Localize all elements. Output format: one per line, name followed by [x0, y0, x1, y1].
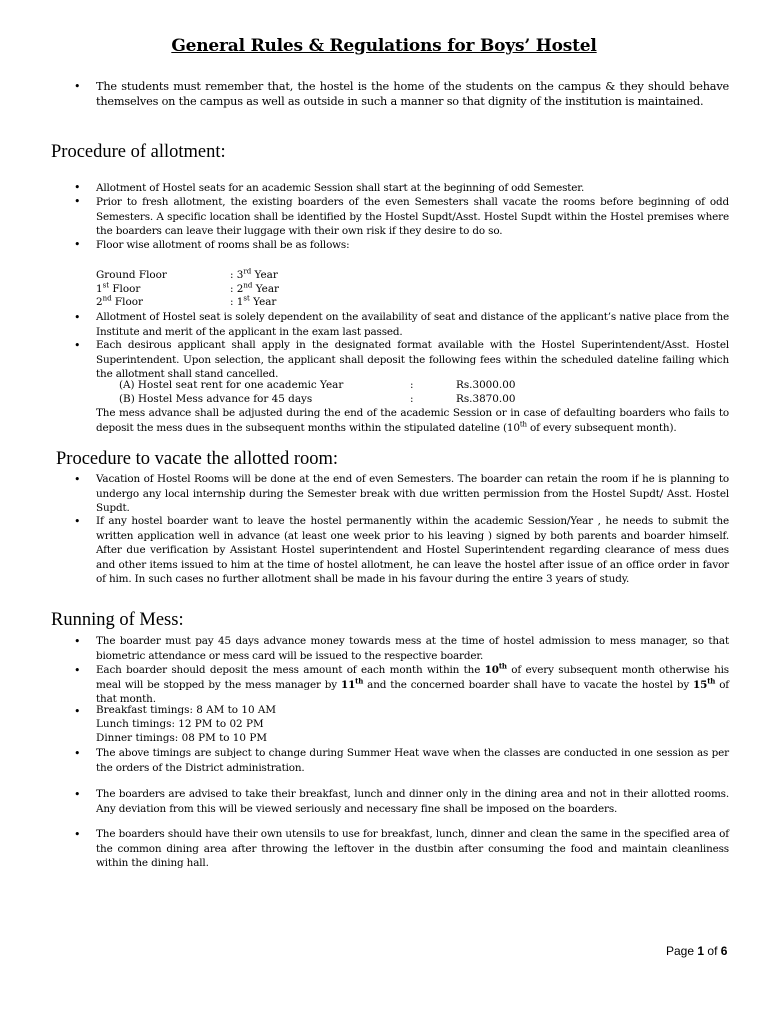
- intro-paragraph: The students must remember that, the hostel is the home of the students on the campus & they should behave themselves on the campus as well as outside in such a manner so that dignity of the institution is maintained.: [96, 80, 729, 108]
- vacate-rule-2: If any hostel boarder want to leave the hostel permanently within the academic Session/Year , he needs to submit the written application well in advance (at least one week prior to his leaving ) signed by both parents and boarder himself. After due verification by Assistant Hostel superintendent and Hostel Superintendent regarding clearance of mess dues and other items issued to him at the time of hostel allotment, he can leave the hostel after issue of an office order in favor of him. In such cases no further allotment shall be made in his favour during the entire 3 years of study.: [96, 515, 729, 585]
- allotment-heading: Procedure of allotment:: [51, 142, 226, 162]
- floor-row: [96, 296, 496, 310]
- allotment-rule-4: Allotment of Hostel seat is solely dependent on the availability of seat and distance of the applicant’s native place from the Institute and merit of the applicant in the exam last passed.: [96, 311, 729, 338]
- lunch-timing: Lunch timings: 12 PM to 02 PM: [96, 718, 264, 730]
- fee-amount: Rs.3000.00: [456, 379, 516, 391]
- fee-item: (B) Hostel Mess advance for 45 days: [119, 393, 313, 405]
- bullet-icon: •: [74, 515, 81, 528]
- bullet-icon: •: [74, 195, 81, 208]
- mess-rule-5: The boarders are advised to take their breakfast, lunch and dinner only in the dining area and not in their allotted rooms. Any deviation from this will be viewed seriously and necessary fine shall be imposed on the boarders.: [96, 788, 729, 815]
- floor-row: [96, 283, 496, 297]
- floor-row: [96, 269, 496, 283]
- page-number: Page 1 of 6: [666, 944, 728, 958]
- bullet-icon: •: [74, 238, 81, 251]
- bullet-icon: •: [74, 473, 81, 486]
- floor-name: 1st Floor: [96, 281, 141, 295]
- mess-rule-2: Each boarder should deposit the mess amount of each month within the 10th of every subsequent month otherwise his meal will be stopped by the mess manager by 11th and the concerned boarder shall have to vacate the hostel by 15th of that month.: [96, 661, 729, 705]
- mess-advance-note: The mess advance shall be adjusted during the end of the academic Session or in case of defaulting boarders who fails to deposit the mess dues in the subsequent months within the stipulated dateline (10th of every subsequent month).: [96, 407, 729, 434]
- bullet-icon: •: [74, 635, 81, 648]
- allotment-rule-2: Prior to fresh allotment, the existing boarders of the even Semesters shall vacate the rooms before beginning of odd Semesters. A specific location shall be identified by the Hostel Supdt/Asst. Hostel Supdt within the Hostel premises where the boarders can leave their luggage with their own risk if they desire to do so.: [96, 196, 729, 237]
- bullet-icon: •: [74, 181, 81, 194]
- bullet-icon: •: [74, 80, 81, 93]
- bullet-icon: •: [74, 828, 81, 841]
- mess-rule-4: The above timings are subject to change during Summer Heat wave when the classes are conducted in one session as per the orders of the District administration.: [96, 747, 729, 774]
- allotment-rule-3: Floor wise allotment of rooms shall be as follows:: [96, 239, 350, 251]
- mess-rule-1: The boarder must pay 45 days advance money towards mess at the time of hostel admission to mess manager, so that biometric attendance or mess card will be issued to the respective boarder.: [96, 635, 729, 662]
- floor-year: : 3rd Year: [230, 267, 278, 281]
- page-title: General Rules & Regulations for Boys’ Hostel: [171, 36, 597, 56]
- bullet-icon: •: [74, 747, 81, 760]
- dinner-timing: Dinner timings: 08 PM to 10 PM: [96, 732, 267, 744]
- floor-name: 2nd Floor: [96, 294, 143, 308]
- allotment-rule-5: Each desirous applicant shall apply in the designated format available with the Hostel Superintendent/Asst. Hostel Superintendent. Upon selection, the applicant shall deposit the following fees within the scheduled dateline failing which the allotment shall stand cancelled.: [96, 339, 729, 380]
- vacate-heading: Procedure to vacate the allotted room:: [56, 449, 339, 469]
- bullet-icon: •: [74, 311, 81, 324]
- bullet-icon: •: [74, 339, 81, 352]
- vacate-rule-1: Vacation of Hostel Rooms will be done at the end of even Semesters. The boarder can retain the room if he is planning to undergo any local internship during the Semester break with due written permission from the Hostel Supdt/ Asst. Hostel Supdt.: [96, 473, 729, 514]
- fee-amount: Rs.3870.00: [456, 393, 516, 405]
- fee-row: (A) Hostel seat rent for one academic Year : Rs.3000.00: [119, 379, 516, 391]
- allotment-rule-1: Allotment of Hostel seats for an academic Session shall start at the beginning of odd Semester.: [96, 182, 585, 194]
- fee-item: (A) Hostel seat rent for one academic Year: [119, 379, 344, 391]
- floor-name: Ground Floor: [96, 269, 167, 281]
- floor-year: : 2nd Year: [230, 281, 279, 295]
- bullet-icon: •: [74, 788, 81, 801]
- mess-heading: Running of Mess:: [51, 610, 184, 630]
- bullet-icon: •: [74, 664, 81, 677]
- breakfast-timing: Breakfast timings: 8 AM to 10 AM: [96, 704, 277, 716]
- floor-year: : 1st Year: [230, 294, 277, 308]
- mess-rule-6: The boarders should have their own utensils to use for breakfast, lunch, dinner and clean the same in the specified area of the common dining area after throwing the leftover in the dustbin after consuming the food and maintain cleanliness within the dining hall.: [96, 828, 729, 869]
- fee-row: (B) Hostel Mess advance for 45 days : Rs.3870.00: [119, 393, 516, 405]
- bullet-icon: •: [74, 705, 81, 718]
